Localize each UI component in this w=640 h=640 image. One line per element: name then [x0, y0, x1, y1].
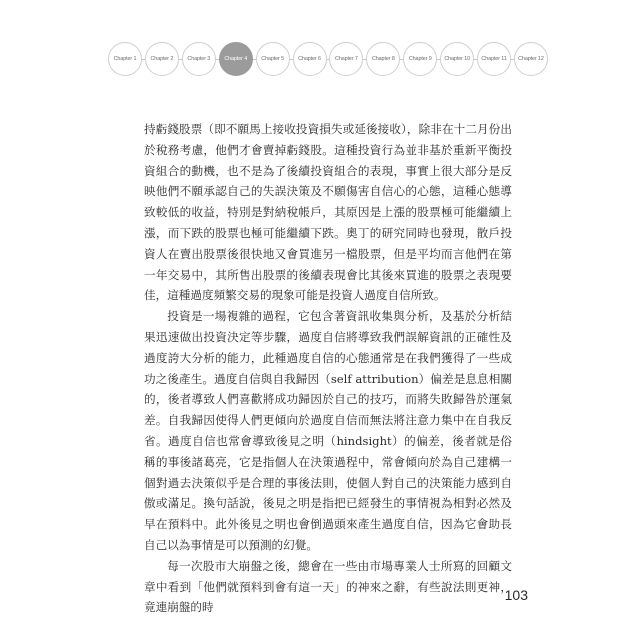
chapter-marker-12 [514, 42, 548, 76]
body-text [144, 119, 512, 618]
chapter-label: Chapter 12 [518, 56, 544, 62]
chapter-marker-10 [440, 42, 474, 76]
chapter-marker-7 [329, 42, 363, 76]
chapter-label: Chapter 7 [335, 56, 358, 62]
paragraph-1: 持虧錢股票（即不願馬上接收投資損失或延後接收），除非在十二月份出於稅務考慮，他們才會賣掉虧錢股。這種投資行為並非基於重新平衡投資組合的動機，也不是為了後續投資組合的表現，事實上很大部分是反映他們不願承認自己的失誤決策及不願傷害自信心的心態，這種心態導致較低的收益，特別是對納稅帳戶，其原因是上漲的股票極可能繼續上漲，而下跌的股票也極可能繼續下跌。奧丁的研究同時也發現，散戶投資人在賣出股票後很快地又會買進另一檔股票，但是平均而言他們在第一年交易中，其所售出股票的後續表現會比其後來買進的股票之表現要佳，這種過度頻繁交易的現象可能是投資人過度自信所致。 [144, 122, 512, 303]
chapter-label: Chapter 9 [408, 56, 432, 62]
chapter-marker-2 [145, 42, 179, 76]
chapter-label: Chapter 8 [371, 56, 395, 62]
paragraph-2: 投資是一場複雜的過程，它包含著資訊收集與分析，及基於分析結果迅速做出投資決定等步驟，過度自信將導致我們誤解資訊的正確性及過度誇大分析的能力，此種過度自信的心態通常是在我們獲得了一些成功之後產生。過度自信與自我歸因（self attribution）偏差是息息相關的，後者導致人們喜歡將成功歸因於自己的技巧，而將失敗歸咎於運氣差。自我歸因使得人們更傾向於過度自信而無法將注意力集中在自我反省。過度自信也常會導致後見之明（hindsight）的偏差，後者就是俗稱的事後諸葛亮，它是指個人在決策過程中，常會傾向於為自己建構一個對過去決策似乎是合理的事後法則，使個人對自己的決策能力感到自傲或滿足。換句話說，後見之明是指把已經發生的事情視為相對必然及早在預料中。此外後見之明也會倒過頭來產生過度自信，因為它會助長自己以為事情是可以預測的幻覺。 [144, 309, 512, 552]
chapter-label: Chapter 3 [187, 56, 211, 62]
chapter-marker-4-current [219, 42, 253, 76]
chapter-label: Chapter 5 [261, 56, 285, 62]
page-number: 103 [504, 587, 528, 603]
chapter-label: Chapter 10 [444, 56, 470, 62]
chapter-label: Chapter 4 [224, 56, 248, 62]
paragraph-3: 每一次股市大崩盤之後，總會在一些由市場專業人士所寫的回顧文章中看到「他們就預料到會有這一天」的神來之辭，有些說法則更神，竟連崩盤的時 [144, 558, 512, 615]
chapter-label: Chapter 6 [298, 56, 321, 62]
chapter-marker-8 [366, 42, 400, 76]
chapter-marker-11 [477, 42, 511, 76]
chapter-marker-3 [182, 42, 216, 76]
chapter-label: Chapter 2 [150, 56, 174, 62]
chapter-label: Chapter 11 [481, 56, 507, 62]
chapter-list [108, 42, 548, 76]
chapter-marker-9 [403, 42, 437, 76]
chapter-navigation-bar [108, 42, 548, 76]
chapter-label: Chapter 1 [113, 56, 137, 62]
chapter-marker-6 [293, 42, 327, 76]
chapter-marker-5 [256, 42, 290, 76]
chapter-marker-1 [108, 42, 142, 76]
